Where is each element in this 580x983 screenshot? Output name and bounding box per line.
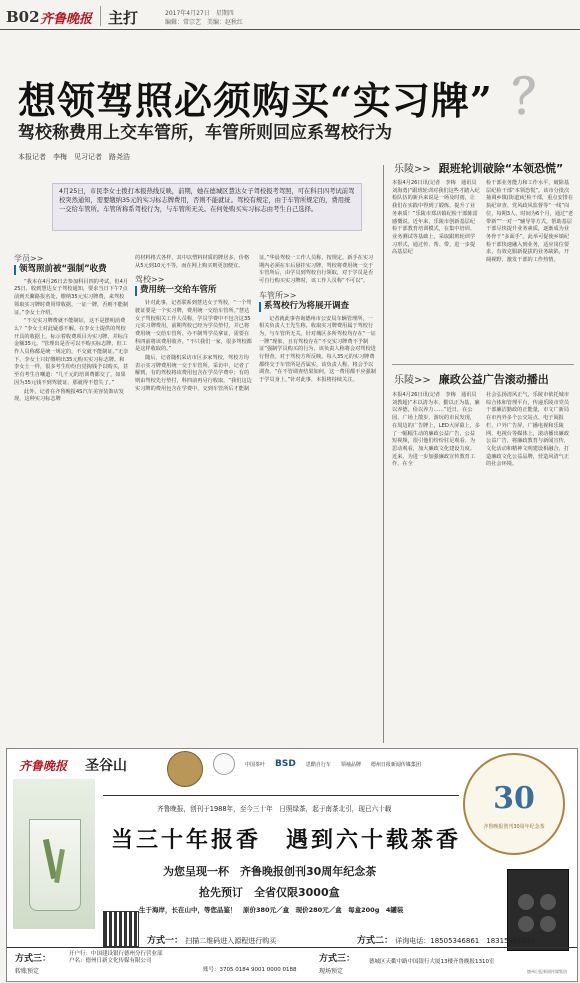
stamp-text: 德州日报新闻传媒集团 bbox=[527, 969, 567, 974]
sponsor-logo-text: 领袖品牌 bbox=[340, 761, 361, 768]
glass-icon bbox=[29, 819, 81, 911]
anniversary-seal bbox=[463, 753, 565, 855]
seal-text: 齐鲁晚报创刊30周年纪念茶 bbox=[483, 824, 545, 830]
seal-number: 30 bbox=[493, 781, 535, 816]
ad-intro-line: 齐鲁晚报，创刊于1988年，至今三十年 日照绿茶，起于南茶北引，现已六十载 bbox=[157, 805, 392, 813]
tea-advertisement bbox=[6, 748, 578, 982]
article-title: 想领驾照必须购买“实习牌” bbox=[18, 78, 493, 123]
method1-text: 扫描二维码进入源程进行购买 bbox=[185, 937, 277, 945]
account-name: 户名：德州日新文化传媒有限公司 bbox=[69, 958, 152, 964]
paper-brand-logo: 齐鲁晚报 bbox=[19, 759, 68, 773]
col1-headline: 领驾照前被“强制”收费 bbox=[19, 263, 107, 274]
right-bottom-headline: 廉政公益广告滚动播出 bbox=[438, 373, 549, 386]
article-column-1 bbox=[14, 255, 129, 745]
section-label: 主打 bbox=[108, 9, 139, 27]
method2-text: 详询电话：18505346861 18315981039 bbox=[395, 937, 536, 945]
right-top-column-a: 本报4月26日讯(记者 李梅 通讯员 刘海勇)“跟班轮训对我们这些才踏入纪检队伍的新兵来说是一场及时雨，让我们在实践中得到了锻炼，提升了业务素质！”乐陵市郑店镇纪检干部陈雷感慨说。近年来，乐陵市创新基层纪检干部教育培训模式，在集中培训、业务测试等基础上，采取跟班轮训学习形式，通过传、帮、带，进一步提高基层纪 bbox=[392, 180, 482, 256]
right-section-rule bbox=[392, 364, 574, 365]
col3-head-bar bbox=[259, 302, 261, 312]
article-column-2 bbox=[135, 255, 253, 745]
ad-offer-line: 为您呈现一杯 齐鲁晚报创刊30周年纪念茶 bbox=[163, 865, 377, 878]
method3-right-label: 方式三： bbox=[319, 954, 356, 964]
col1-paragraph: 此外，记者在齐鲁晚报4S汽车美容装饰店发现，这种实习标志牌 bbox=[14, 388, 124, 403]
page-number: B02 bbox=[6, 8, 40, 26]
tea-seal-icon bbox=[167, 751, 203, 787]
onsite-address: 德城区天衢中路中国银行大厦13楼齐鲁晚报1310室 bbox=[369, 959, 495, 965]
tea-can-icon bbox=[540, 894, 556, 910]
right-top-headline: 跟班轮训破除“本领恐慌” bbox=[438, 162, 564, 175]
tea-glass-image bbox=[13, 779, 95, 929]
bank-name: 开户行：中国建设银行德州分行营业部 bbox=[69, 951, 163, 957]
col3-paragraph: 记者就此事咨询德州市公安局车辆管理所，一相关负责人王先生称，收取实习牌费用属于驾校行为，与车管所无关。针对城区多所驾校均存在“一证一牌”现象，且有驾校存在“不交实习牌费不予制证”强制学员购买的行为，该负责人称将会对驾校进行督查。对于驾校方所反映，每人35元的实习牌费都终交于车管所是否属实，该负责人称，将会予以调查。“在不管调查结果如何，这一费用都不应强制于学员身上。”针对此事，本报将持续关注。 bbox=[259, 315, 376, 384]
article-byline: 本报记者 李梅 见习记者 路尧浩 bbox=[18, 153, 130, 161]
article-column-3 bbox=[259, 255, 377, 745]
col1-head-bar bbox=[14, 265, 16, 275]
right-bottom-column-a: 本报4月26日讯(记者 李梅 通讯员 刘教超)“本以清为本，勤以正为基，廉以养德，俭以养力……”近日，在公园、广场上散步、游玩的市民发现，在周边的广告牌上，LED大屏幕上，多了一幅幅生动的廉政公益广告，公益短视频，很引他们纷纷驻足观看、为思动观看，加大廉政文化建设力度。近来，为进一步加强廉政宣传教育工作，在全 bbox=[392, 392, 482, 468]
header-divider bbox=[100, 6, 101, 26]
col2-tag: 驾校>> bbox=[135, 275, 165, 285]
purchase-method-2 bbox=[357, 933, 535, 946]
editor-credit: 编辑：常宗艺 美编：赵秋红 bbox=[165, 19, 244, 26]
col2-headline: 费用统一交给车管所 bbox=[140, 285, 217, 296]
column-divider bbox=[383, 165, 384, 743]
col1-tag: 学员>> bbox=[14, 254, 44, 263]
method1-label: 方式一： bbox=[147, 936, 184, 946]
header-rule bbox=[0, 29, 580, 30]
col1-subhead bbox=[14, 255, 129, 263]
purchase-method-1 bbox=[147, 933, 276, 946]
method2-label: 方式二： bbox=[357, 936, 394, 946]
sponsor-logo-text: 中国茶叶 bbox=[245, 761, 266, 768]
ad-price-line: 生于海岸，长在山中，等您品鉴！ 原价380元／盒 现价280元／盒 每盒200g 4罐装 bbox=[139, 906, 404, 914]
sponsor-logo-text: 思酷自行车 bbox=[305, 761, 331, 768]
tea-can-icon bbox=[540, 916, 556, 932]
col2-paragraph: 随后，记者随机采访市区多家驾校，驾校方均表示实习牌费用统一交于车管所。采访中，记者了解到，有的驾校将该费用包含在学员学费中；有的则由驾校先行垫付，科四前再另行收取。“我们这边实习牌的费用包含在学费中，交到车管所后才能制 bbox=[135, 355, 252, 392]
col2-continued-text: 的材料格式各样，其中以塑料材质的牌居多，价格从5元到10元不等，而在网上购买则更加便宜。 bbox=[135, 255, 250, 269]
ad-bottom-rule bbox=[7, 947, 577, 948]
paper-name-logo: 齐鲁晚报 bbox=[40, 12, 93, 27]
summary-box: 4月25日，市民李女士拨打本报热线反映，前期，她在德城区慧达女子驾校报考驾照，可在科目四考试前驾校突然通知，需要缴纳35元的实习标志牌费用，否则不能就证。驾校有规定，由于车管所规定的，费用统一交给车管所。车管所称系驾校行为，与车管所无关。在何处购买实习标志由考生自己选择。 bbox=[52, 183, 362, 231]
right-top-column-b: 检干部业务能力和工作水平，破除基层纪检干部“本领恐慌”。该市分批次抽调乡镇(街道)纪检干部，重点安排在执纪审查、党风政风监督等“一线”岗位，每期3人，时间为6个月，通过“老带新”“一对一”辅导等方式，帮助基层干部尽快提升业务素质，逐渐成为业务骨干“多面手”。此举可促使乡镇纪检干部快速融入到业务，适应岗位要求，有效克服新提拔的业务缺陷，开阔视野，激发干部的工作热情。 bbox=[486, 180, 574, 264]
right-top-heading bbox=[394, 160, 563, 176]
title-question-mark: ？ bbox=[512, 69, 561, 125]
col1-paragraph: “不交实习牌费就不能制证，这不是摆明消费么？”李女士对此疑惑不解。在李女士提供的驾校开具的收据上，标示着收费项目为实习牌，并标注金额35元。“管理出是否可以不购买标志牌，但工作人员称都是统一规定的，不交就不能制证。”无奈下，李女士只好缴纳出35元购买实习标志牌。和李女士一样，很多考生纷纷自觉掏钱予以购买，甚至有考生自嘲道：“几千元的培训费都交了，如果因为35元钱不到驾驶证，那就得不偿失了。” bbox=[14, 318, 129, 386]
sponsor-logos bbox=[213, 753, 421, 775]
right-bottom-tag: 乐陵>> bbox=[394, 375, 431, 386]
col1-paragraph: “我本在4月26日去参加科目四的考试，但4月25日，收到慧达女子驾校通知，要求当日下午7点前到天衢路报名处，缴纳35元实习牌费，来驾校领取实习牌时费用带收据，一证一牌，否则不能制证。”李女士介绍。 bbox=[14, 278, 129, 316]
issue-date: 2017年4月27日 星期四 bbox=[165, 10, 234, 17]
method3-left-label: 方式三： bbox=[15, 954, 52, 964]
col2-paragraph: 针对此事，记者联系到慧达女子驾校，“一个驾驶证要是一个实习牌，费用统一交给车管所。”慧达女子驾校相关工作人员称，学员学费中不包含这35元实习牌费用，前期驾校已经为学员垫付，并已将费用统一交给车管所。办不制驾学员拿证，需要在科四前将该费用收齐。“不只我们一家，很多驾校都是这样收取的。” bbox=[135, 300, 252, 353]
tea-can-icon bbox=[518, 894, 534, 910]
account-number: 账号：3705 0184 9001 0000 0188 bbox=[203, 967, 297, 973]
ad-slogan: 当三十年报香 遇到六十载茶香 bbox=[111, 827, 462, 853]
col3-continued-text: 证。”华晨驾校一工作人员称，按规定，新手在实习期内必须在车后悬挂实习牌，驾校将费用统一交于车管所后，由学员到驾校自行领取，对于学员是否可自行购买实习牌时，该工作人员称“不可以”。 bbox=[259, 255, 374, 285]
sponsor-logo-text: 德州日报新闻传媒集团 bbox=[370, 761, 421, 768]
col2-head-bar bbox=[135, 286, 137, 296]
right-bottom-column-b: 社会弘扬清风正气，乐陵市依托城市综合体和管理平台，传递乐陵市党员干部廉洁勤政的正能量，市文广新局在市内外多个公交站点、电子阅报栏、户外广告屏、广播电视和乐陵网、电视台等媒体上，滚动播出廉政公益广告，将廉政教育与新闻宣传，文化活动和精神文明建设相融合，打造廉政文化公益品牌，营造风清气正的社会环境。 bbox=[486, 392, 570, 468]
transfer-label: 转账预定 bbox=[15, 968, 40, 975]
col3-tag: 车管所>> bbox=[259, 290, 297, 300]
tea-can-icon bbox=[518, 916, 534, 932]
sponsor-logo-text: BSD bbox=[275, 759, 296, 769]
col3-headline: 系驾校行为将展开调查 bbox=[264, 300, 350, 311]
right-bottom-heading bbox=[394, 371, 549, 387]
qr-code-icon[interactable] bbox=[103, 911, 139, 947]
tea-brand-logo: 圣谷山 bbox=[85, 758, 127, 774]
right-top-tag: 乐陵>> bbox=[394, 164, 431, 175]
ad-rule bbox=[103, 795, 459, 796]
ad-limit-line: 抢先预订 全省仅限3000盒 bbox=[199, 886, 340, 899]
onsite-label: 现场预定 bbox=[319, 968, 344, 975]
bank-info bbox=[69, 951, 163, 965]
article-subtitle: 驾校称费用上交车管所，车管所则回应系驾校行为 bbox=[18, 123, 392, 143]
sponsor-logo-icon bbox=[213, 753, 235, 775]
